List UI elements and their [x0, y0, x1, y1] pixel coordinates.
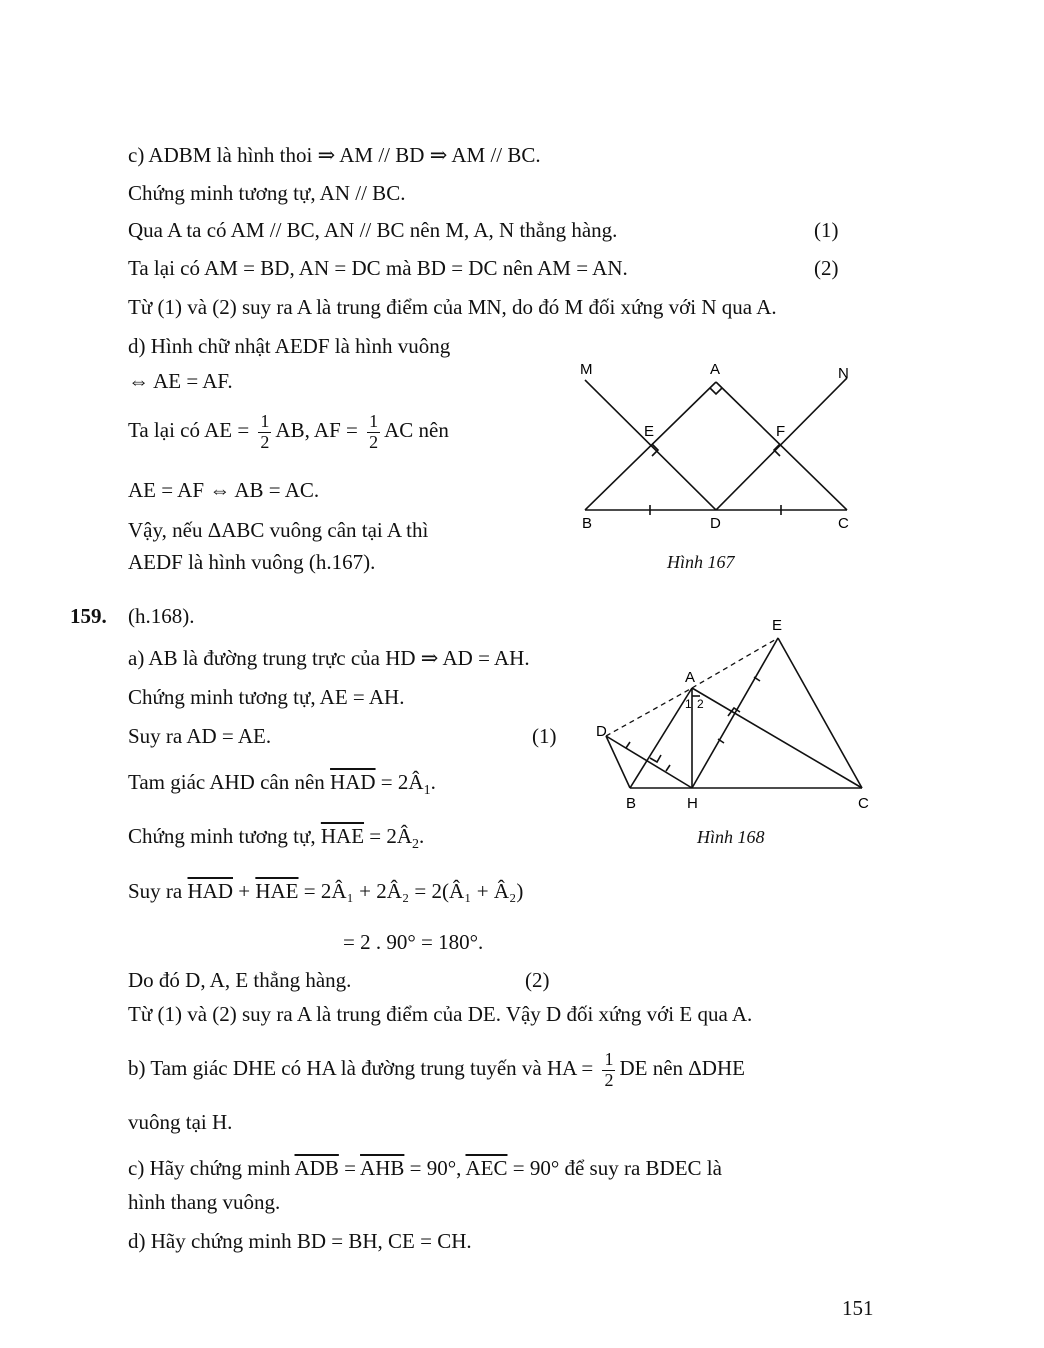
fig168-label-c: C [858, 795, 869, 812]
fig168-right-angle-ab [650, 755, 661, 762]
p159-d1: d) Hãy chứng minh BD = BH, CE = CH. [128, 1229, 472, 1253]
p159-a4: Tam giác AHD cân nên $\overline{HAD}$ = $2Â_1$. [128, 770, 436, 799]
sec-c-line3-num: (1) [814, 218, 839, 242]
p159-c1: c) Hãy chứng minh $\overline{ADB} = \overline{AHB} = 90^\circ$, $\overline{AEC} = 90^\circ$ để suy ra BDEC là [128, 1156, 722, 1180]
fig167-label-e: E [644, 423, 655, 440]
fig168-label-angle-2: 2 [697, 697, 704, 711]
fig167-label-c: C [838, 515, 849, 532]
p159-a7: = 2 . 90° = 180°. [343, 930, 484, 954]
fig167-label-d: D [710, 515, 721, 532]
fig167-label-m: M [580, 361, 593, 378]
sec-c-line4: Ta lại có AM = BD, AN = DC mà BD = DC nên AM = AN. [128, 256, 628, 280]
fig168-dashed-ae [692, 638, 778, 688]
p159-b1: b) Tam giác DHE có HA là đường trung tuyến và HA = $\frac{1}{2}$ DE nên ΔDHE [128, 1049, 745, 1090]
p159-a6: Suy ra $\overline{HAD} + \overline{HAE}$ = 2Â₁ + 2Â₂ = 2(Â₁ + Â₂) [128, 879, 524, 903]
p159-b2: vuông tại H. [128, 1110, 233, 1134]
sec-d-line6: AEDF là hình vuông (h.167). [128, 550, 376, 574]
fig167-label-b: B [582, 515, 593, 532]
fig167-caption: Hình 167 [667, 552, 735, 572]
fig168-label-angle-1: 1 [685, 697, 692, 711]
fig167-label-a: A [710, 361, 721, 378]
fig168-segment-dh [606, 736, 692, 788]
arc-hae: $\overline{HAE}$ [320, 824, 365, 848]
sec-c-line4-num: (2) [814, 256, 839, 280]
sec-c-line2: Chứng minh tương tự, AN // BC. [128, 181, 406, 205]
sec-d-line4: AE = AF ⇔ AB = AC. [128, 478, 320, 502]
fig168-tick-dh2 [666, 765, 670, 771]
figure-168 [590, 612, 880, 812]
fig168-segment-ec [778, 638, 862, 788]
fig168-label-d: D [596, 723, 607, 740]
p159-a1: a) AB là đường trung trực của HD ⇒ AD = AH. [128, 646, 530, 670]
p159-a2: Chứng minh tương tự, AE = AH. [128, 685, 405, 709]
arc-had: $\overline{HAD}$ [330, 770, 376, 794]
fig168-caption: Hình 168 [697, 827, 765, 847]
fig168-side-ac [692, 688, 862, 788]
fig168-label-e: E [772, 617, 783, 634]
fig167-label-f: F [776, 423, 786, 440]
p159-a3-num: (1) [532, 724, 557, 748]
sec-d-line2: ⇔ AE = AF. [128, 369, 233, 393]
p159-a8: Do đó D, A, E thẳng hàng. [128, 968, 352, 992]
p159-a5: Chứng minh tương tự, $\overline{HAE}$ = $2Â_2$. [128, 824, 425, 853]
fig168-label-a: A [685, 669, 696, 686]
page-number: 151 [842, 1296, 874, 1320]
sec-d-line3: Ta lại có AE = $\frac{1}{2}$ AB, AF = $\frac{1}{2}$ AC nên [128, 411, 449, 452]
sec-c-line3: Qua A ta có AM // BC, AN // BC nên M, A, N thẳng hàng. [128, 218, 618, 242]
sec-d-line1: d) Hình chữ nhật AEDF là hình vuông [128, 334, 451, 358]
p159-a9: Từ (1) và (2) suy ra A là trung điểm của DE. Vậy D đối xứng với E qua A. [128, 1002, 753, 1026]
fig168-dashed-da [606, 688, 692, 736]
sec-c-line1: c) ADBM là hình thoi ⇒ AM // BD ⇒ AM // BC. [128, 143, 541, 167]
fig167-label-n: N [838, 365, 849, 382]
sec-d-line5: Vậy, nếu ΔABC vuông cân tại A thì [128, 518, 429, 542]
problem-ref: (h.168). [128, 604, 195, 628]
p159-c2: hình thang vuông. [128, 1190, 281, 1214]
fig168-segment-he [692, 638, 778, 788]
fig168-tick-dh1 [626, 742, 630, 748]
sec-c-line5: Từ (1) và (2) suy ra A là trung điểm của MN, do đó M đối xứng với N qua A. [128, 295, 777, 319]
fig168-side-ab [630, 688, 692, 788]
fig168-label-b: B [626, 795, 637, 812]
fig167-right-angle-f [774, 444, 780, 456]
p159-a8-num: (2) [525, 968, 550, 992]
problem-number: 159. [70, 604, 107, 628]
fig167-right-angle-a [710, 388, 722, 394]
figure-167 [570, 360, 860, 540]
p159-a3: Suy ra AD = AE. [128, 724, 272, 748]
fig168-label-h: H [687, 795, 698, 812]
